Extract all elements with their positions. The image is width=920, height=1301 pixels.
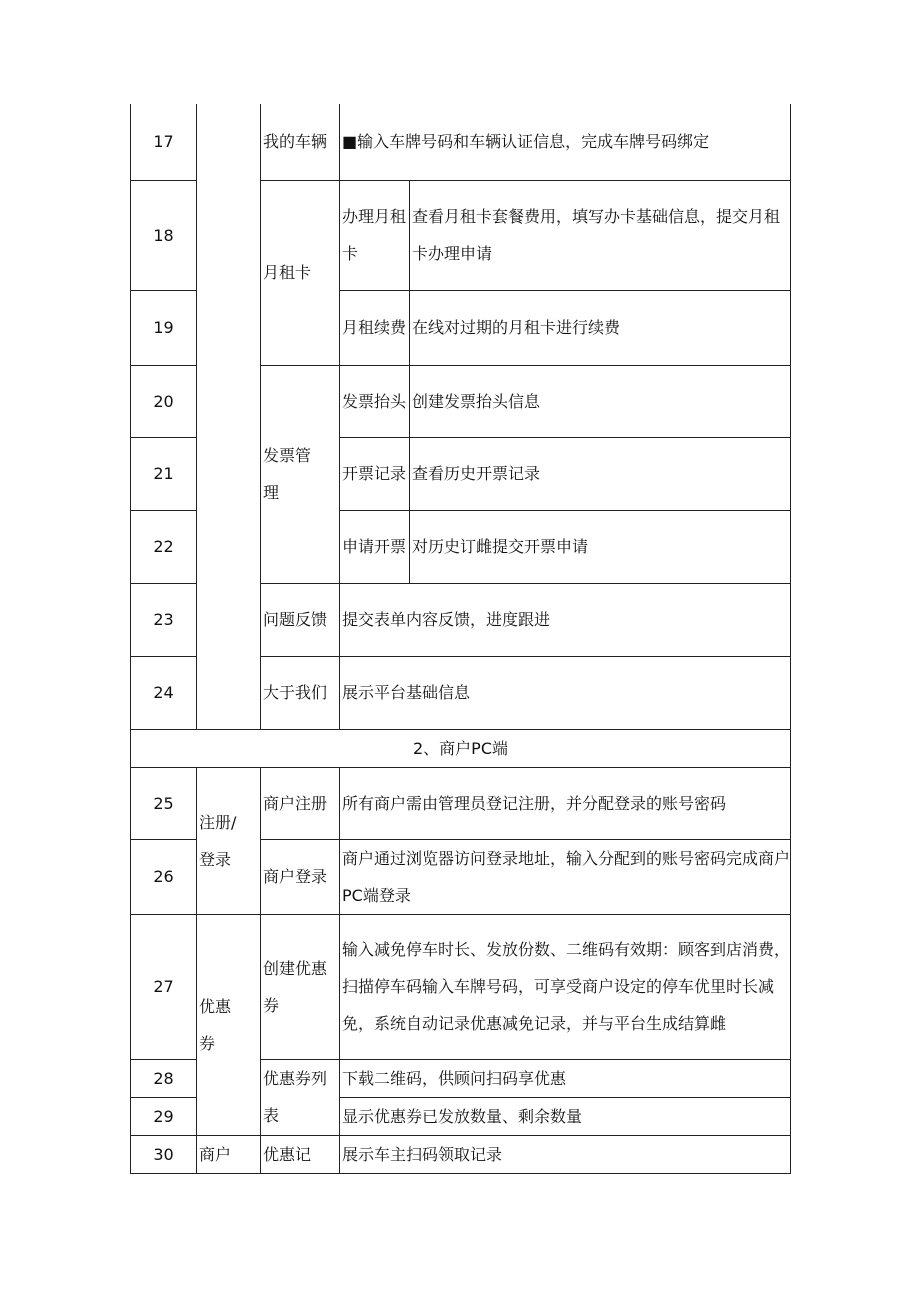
row-number: 26: [131, 839, 197, 914]
description-cell: 查看历史开票记录: [410, 437, 791, 510]
feature-cell: 优惠记: [261, 1135, 340, 1173]
row-number: 22: [131, 510, 197, 583]
description-cell: ■输入车牌号码和车辆认证信息，完成车牌号码绑定: [340, 104, 791, 180]
row-number: 29: [131, 1097, 197, 1135]
module-group-label: 券: [199, 1033, 216, 1053]
description-cell: 展示车主扫码领取记录: [340, 1135, 791, 1173]
row-number: 17: [131, 104, 197, 180]
feature-group-monthly-card: 月租卡: [261, 180, 340, 365]
row-number: 24: [131, 656, 197, 729]
description-cell: 显示优惠券已发放数量、剩余数量: [340, 1097, 791, 1135]
table-row: [131, 104, 791, 180]
description-cell: 展示平台基础信息: [340, 656, 791, 729]
sub-feature-cell: 月租续费: [340, 290, 410, 365]
feature-cell: 问题反馈: [261, 583, 340, 656]
description-cell: 下载二维码，供顾问扫码享优惠: [340, 1059, 791, 1097]
description-cell: 提交表单内容反馈，进度跟进: [340, 583, 791, 656]
feature-cell: 大于我们: [261, 656, 340, 729]
feature-group-invoice: [261, 365, 340, 583]
module-cell-empty: [197, 104, 261, 729]
description-cell: 输入减免停车时长、发放份数、二维码有效期：顾客到店消费，扫描停车码输入车牌号码，可享受商户设定的停车优里时长减免，系统自动记录优惠减免记录，并与平台生成结算雌: [340, 914, 791, 1059]
row-number: 30: [131, 1135, 197, 1173]
feature-group-coupon-list: 优惠券列表: [261, 1059, 340, 1135]
section-row: [131, 729, 791, 767]
feature-cell: 创建优惠券: [261, 914, 340, 1059]
description-cell: 所有商户需由管理员登记注册，并分配登录的账号密码: [340, 767, 791, 839]
feature-cell: 我的车辆: [261, 104, 340, 180]
module-group-label: 登录: [199, 849, 232, 869]
row-number: 27: [131, 914, 197, 1059]
module-group-label: 优惠: [199, 996, 232, 1016]
module-group-label: 注册/: [199, 812, 237, 832]
sub-feature-cell: 发票抬头: [340, 365, 410, 437]
sub-feature-cell: 申请开票: [340, 510, 410, 583]
description-cell: 查看月租卡套餐费用，填写办卡基础信息，提交月租卡办理申请: [410, 180, 791, 290]
module-cell: 商户: [197, 1135, 261, 1173]
row-number: 25: [131, 767, 197, 839]
table-row: [131, 914, 791, 1059]
row-number: 19: [131, 290, 197, 365]
table-row: [131, 1135, 791, 1173]
row-number: 28: [131, 1059, 197, 1097]
table-row: [131, 767, 791, 839]
description-cell: 创建发票抬头信息: [410, 365, 791, 437]
row-number: 20: [131, 365, 197, 437]
description-cell: 对历史订雌提交开票申请: [410, 510, 791, 583]
module-group-register-login: [197, 767, 261, 914]
sub-feature-cell: 开票记录: [340, 437, 410, 510]
sub-feature-cell: 办理月租卡: [340, 180, 410, 290]
row-number: 18: [131, 180, 197, 290]
description-cell: 在线对过期的月租卡进行续费: [410, 290, 791, 365]
module-group-coupon: [197, 914, 261, 1135]
feature-spec-table: [130, 104, 791, 1174]
row-number: 21: [131, 437, 197, 510]
description-cell: 商户通过浏览器访问登录地址，输入分配到的账号密码完成商户PC端登录: [340, 839, 791, 914]
feature-cell: 商户注册: [261, 767, 340, 839]
row-number: 23: [131, 583, 197, 656]
feature-group-label: 理: [263, 483, 280, 502]
feature-cell: 商户登录: [261, 839, 340, 914]
feature-group-label: 发票管: [263, 446, 312, 465]
section-title: 2、商户PC端: [131, 729, 791, 767]
